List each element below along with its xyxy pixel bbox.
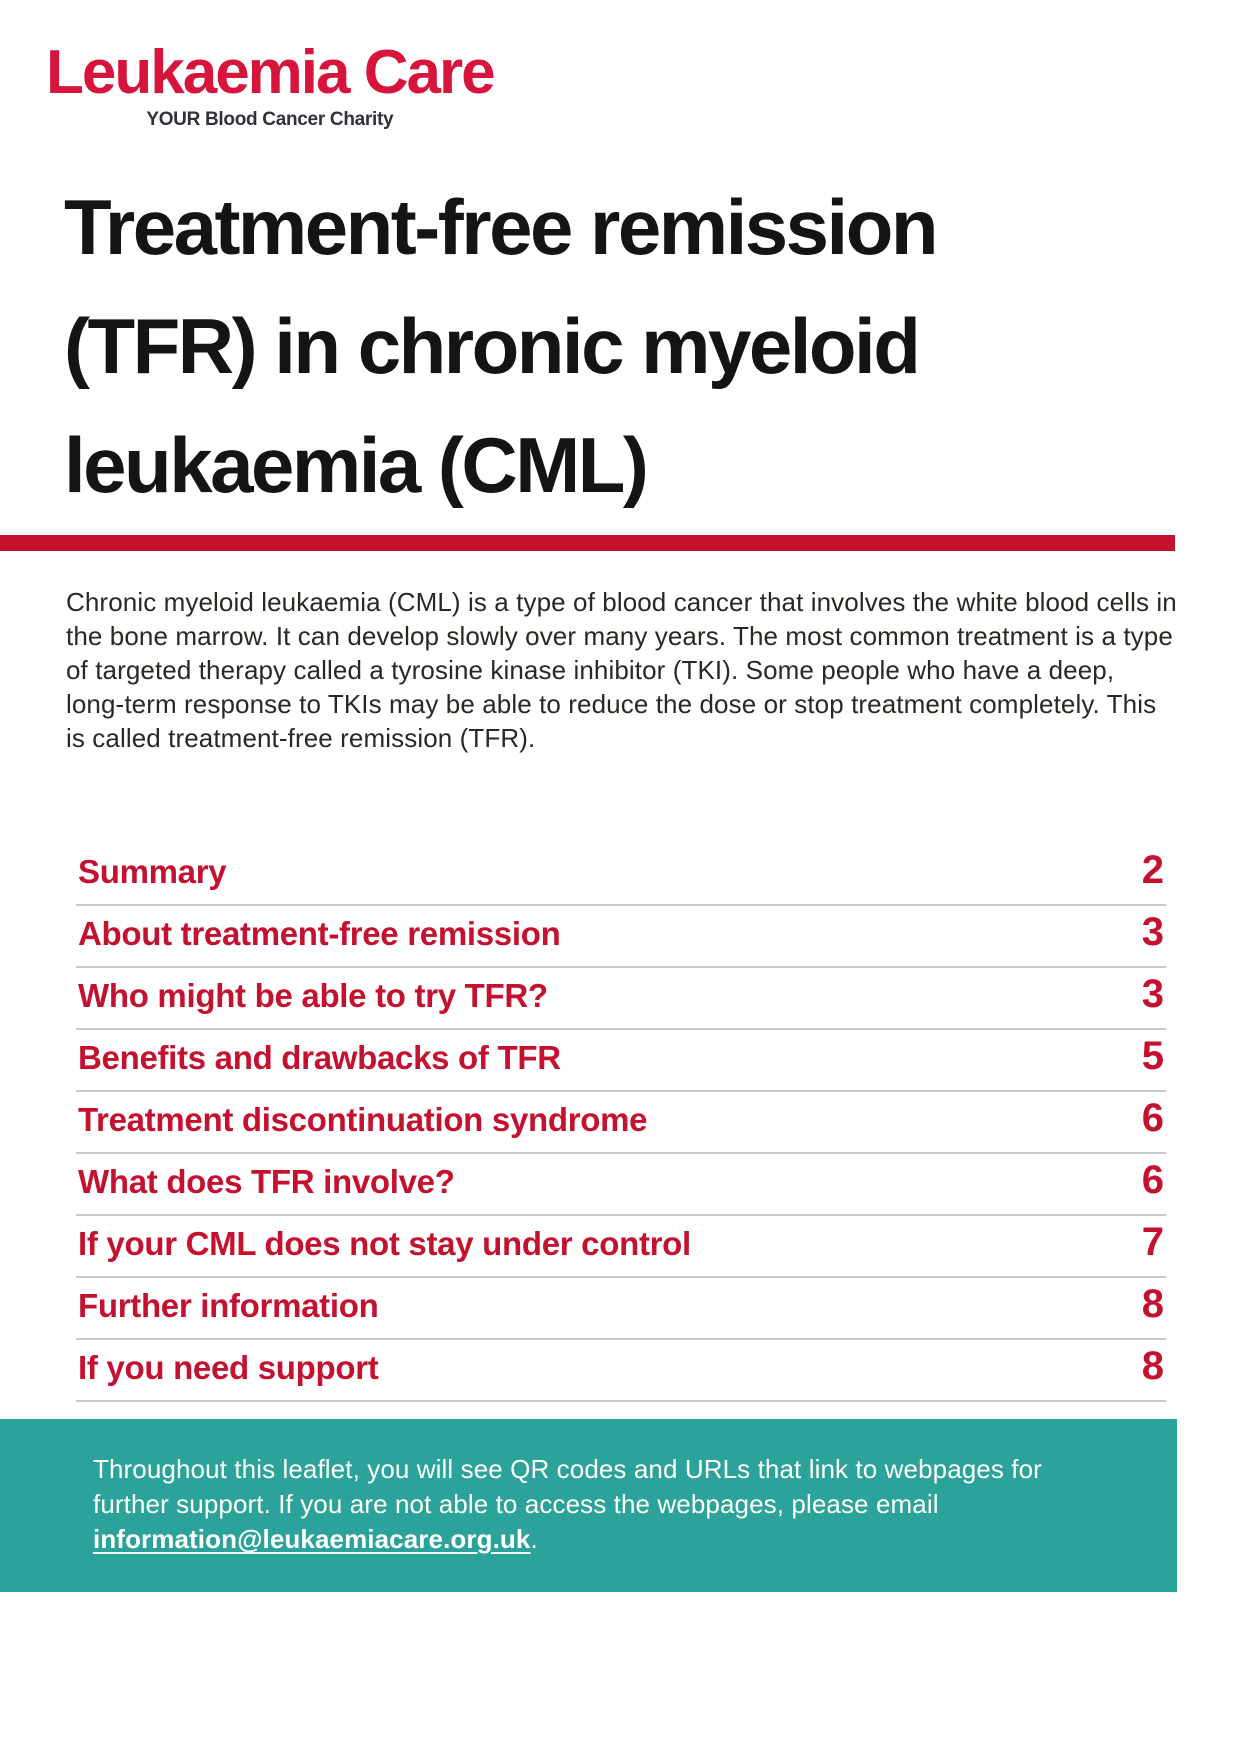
toc-row-what-does-tfr-involve[interactable] (76, 1154, 1166, 1216)
toc-item-page: 2 (1141, 848, 1164, 892)
toc-row-about-tfr[interactable] (76, 906, 1166, 968)
toc-row-who-might-try-tfr[interactable] (76, 968, 1166, 1030)
red-divider-bar (0, 535, 1175, 551)
toc-row-discontinuation-syndrome[interactable] (76, 1092, 1166, 1154)
table-of-contents (76, 844, 1166, 1402)
page-title-line-2: (TFR) in chronic myeloid (64, 302, 919, 390)
toc-row-if-you-need-support[interactable] (76, 1340, 1166, 1402)
logo-tagline: YOUR Blood Cancer Charity (146, 109, 394, 130)
toc-item-label: About treatment-free remission (78, 915, 561, 952)
toc-item-label: What does TFR involve? (78, 1163, 455, 1200)
support-note-box (0, 1419, 1177, 1592)
toc-item-page: 7 (1141, 1220, 1164, 1264)
intro-paragraph: Chronic myeloid leukaemia (CML) is a type of blood cancer that involves the white blood cells in the bone marrow. It can develop slowly over many years. The most common treatment is a type of targeted therapy called a tyrosine kinase inhibitor (TKI). Some people who have a deep, long-term response to TKIs may be able to reduce the dose or stop treatment completely. This is called treatment-free remission (TFR). (66, 587, 1177, 753)
page-title (64, 168, 936, 525)
toc-item-page: 6 (1141, 1096, 1164, 1140)
toc-row-benefits-drawbacks[interactable] (76, 1030, 1166, 1092)
toc-item-label: If you need support (78, 1349, 379, 1386)
toc-item-label: If your CML does not stay under control (78, 1225, 691, 1262)
toc-item-label: Further information (78, 1287, 379, 1324)
toc-item-label: Summary (78, 853, 227, 890)
toc-item-label: Who might be able to try TFR? (78, 977, 548, 1014)
toc-item-page: 8 (1141, 1282, 1164, 1326)
toc-item-label: Benefits and drawbacks of TFR (78, 1039, 561, 1076)
support-note-text-after: . (530, 1524, 538, 1554)
page-title-line-3: leukaemia (CML) (64, 421, 647, 509)
logo-wordmark: Leukaemia Care (46, 38, 494, 107)
leukaemia-care-logo (46, 38, 494, 131)
email-link[interactable]: information@leukaemiacare.org.uk (93, 1524, 531, 1554)
support-note-text (93, 1452, 1097, 1557)
toc-item-page: 5 (1141, 1034, 1164, 1078)
toc-row-further-information[interactable] (76, 1278, 1166, 1340)
toc-row-cml-not-under-control[interactable] (76, 1216, 1166, 1278)
toc-item-page: 3 (1141, 972, 1164, 1016)
toc-item-page: 3 (1141, 910, 1164, 954)
toc-item-label: Treatment discontinuation syndrome (78, 1101, 648, 1138)
page-title-line-1: Treatment-free remission (64, 183, 937, 271)
toc-row-summary[interactable] (76, 844, 1166, 906)
toc-item-page: 6 (1141, 1158, 1164, 1202)
toc-item-page: 8 (1141, 1344, 1164, 1388)
support-note-text-before: Throughout this leaflet, you will see QR codes and URLs that link to webpages for further support. If you are not able to access the webpages, please email (93, 1454, 1042, 1519)
